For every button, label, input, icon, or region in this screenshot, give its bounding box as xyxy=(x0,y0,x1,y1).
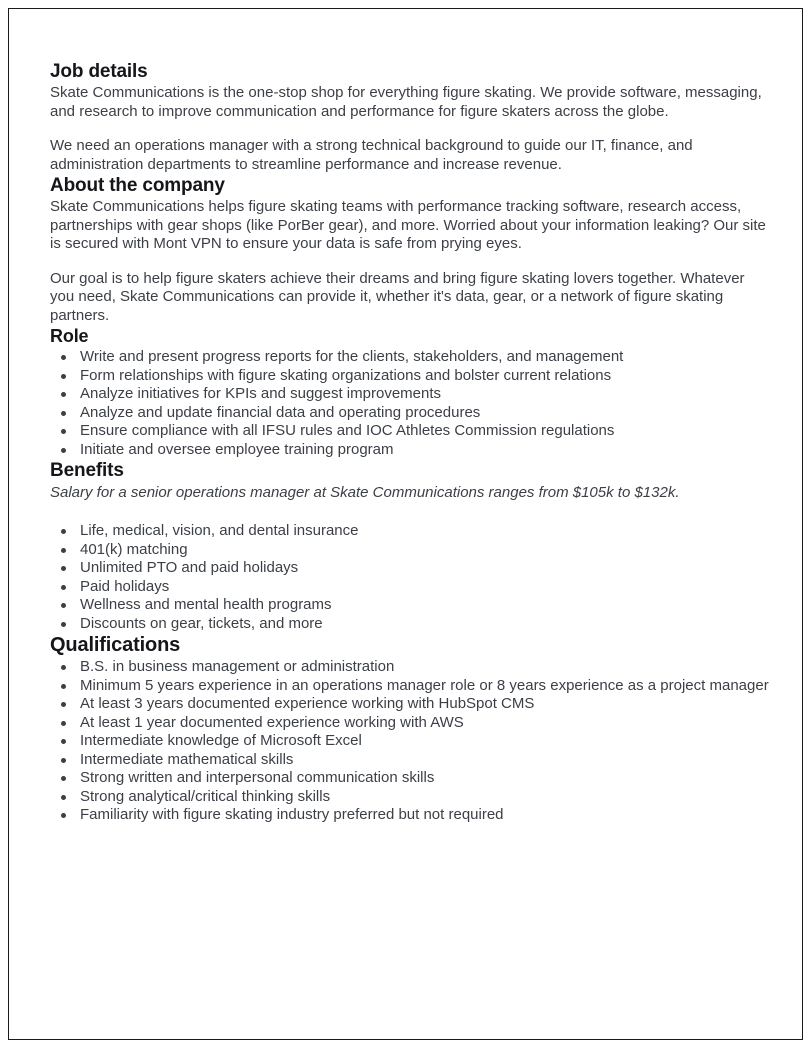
bullet-icon xyxy=(61,548,66,553)
list-item xyxy=(50,578,772,597)
list-item xyxy=(50,732,772,751)
list-item-label: Intermediate mathematical skills xyxy=(80,750,294,768)
list-item-label: Strong written and interpersonal communication skills xyxy=(80,769,435,786)
list-item xyxy=(50,751,772,770)
bullet-icon xyxy=(61,776,66,781)
bullet-icon xyxy=(61,374,66,379)
bullet-icon xyxy=(61,448,66,453)
about-company-paragraph: Skate Communications helps figure skating teams with performance tracking software, research access, partnerships with gear shops (like PorBer gear), and more. Worried about your information leaking? Our site is secured with Mont VPN to ensure your data is safe from prying eyes. xyxy=(50,198,766,252)
list-item-label: 401(k) matching xyxy=(80,540,188,558)
job-details-paragraph: Skate Communications is the one-stop shop for everything figure skating. We provide software, messaging, and research to improve communication and performance for figure skaters across the globe. xyxy=(50,84,762,120)
section-about-company xyxy=(50,174,772,325)
list-item xyxy=(50,769,772,788)
list-item-label: Analyze initiatives for KPIs and suggest improvements xyxy=(80,385,442,402)
list-item-label: Life, medical, vision, and dental insurance xyxy=(80,522,359,539)
list-item xyxy=(50,658,772,677)
bullet-icon xyxy=(61,665,66,670)
section-role xyxy=(50,325,772,459)
bullet-icon xyxy=(61,684,66,689)
list-item-label: Form relationships with figure skating organizations and bolster current relations xyxy=(80,366,612,384)
list-item-label: Unlimited PTO and paid holidays xyxy=(80,559,299,576)
about-company-paragraph: Our goal is to help figure skaters achieve their dreams and bring figure skating lovers together. Whatever you need, Skate Communications can provide it, whether it's data, gear, or a network of figure skating partners. xyxy=(50,269,745,324)
bullet-icon xyxy=(61,702,66,707)
benefits-list xyxy=(50,522,772,633)
heading-about-company: About the company xyxy=(50,175,225,196)
list-item xyxy=(50,522,772,541)
bullet-icon xyxy=(61,603,66,608)
list-item xyxy=(50,714,772,733)
list-item-label: Ensure compliance with all IFSU rules and IOC Athletes Commission regulations xyxy=(80,422,615,439)
bullet-icon xyxy=(61,813,66,818)
list-item xyxy=(50,806,772,825)
list-item xyxy=(50,788,772,807)
list-item-label: Paid holidays xyxy=(80,577,170,595)
bullet-icon xyxy=(61,355,66,360)
bullet-icon xyxy=(61,566,66,571)
bullet-icon xyxy=(61,585,66,590)
list-item-label: Minimum 5 years experience in an operations manager role or 8 years experience as a project manager xyxy=(80,676,769,694)
list-item xyxy=(50,422,772,441)
list-item xyxy=(50,615,772,634)
list-item-label: Wellness and mental health programs xyxy=(80,596,332,613)
list-item-label: At least 3 years documented experience working with HubSpot CMS xyxy=(80,695,535,712)
heading-qualifications: Qualifications xyxy=(50,634,181,656)
heading-job-details: Job details xyxy=(50,61,148,82)
list-item xyxy=(50,404,772,423)
document-content xyxy=(50,60,772,825)
list-item-label: Discounts on gear, tickets, and more xyxy=(80,614,323,632)
bullet-icon xyxy=(61,529,66,534)
list-item xyxy=(50,559,772,578)
bullet-icon xyxy=(61,795,66,800)
heading-benefits: Benefits xyxy=(50,460,124,481)
list-item xyxy=(50,367,772,386)
role-list xyxy=(50,348,772,459)
bullet-icon xyxy=(61,758,66,763)
salary-range-note: Salary for a senior operations manager at Skate Communications ranges from $105k to $132k. xyxy=(50,484,680,501)
list-item xyxy=(50,348,772,367)
bullet-icon xyxy=(61,429,66,434)
section-benefits xyxy=(50,459,772,633)
list-item-label: B.S. in business management or administration xyxy=(80,658,395,675)
list-item-label: Intermediate knowledge of Microsoft Excel xyxy=(80,732,362,749)
bullet-icon xyxy=(61,739,66,744)
list-item-label: Strong analytical/critical thinking skills xyxy=(80,787,331,805)
list-item xyxy=(50,541,772,560)
list-item-label: Familiarity with figure skating industry preferred but not required xyxy=(80,806,504,823)
list-item-label: Analyze and update financial data and operating procedures xyxy=(80,403,481,421)
list-item xyxy=(50,385,772,404)
list-item xyxy=(50,695,772,714)
section-job-details xyxy=(50,60,772,174)
list-item xyxy=(50,441,772,460)
list-item-label: Write and present progress reports for the clients, stakeholders, and management xyxy=(80,348,624,365)
list-item xyxy=(50,677,772,696)
list-item-label: At least 1 year documented experience working with AWS xyxy=(80,713,464,731)
list-item-label: Initiate and oversee employee training program xyxy=(80,440,394,458)
list-item xyxy=(50,596,772,615)
bullet-icon xyxy=(61,411,66,416)
job-details-paragraph: We need an operations manager with a strong technical background to guide our IT, finance, and administration departments to streamline performance and increase revenue. xyxy=(50,137,693,173)
qualifications-list xyxy=(50,658,772,825)
heading-role: Role xyxy=(50,326,89,346)
bullet-icon xyxy=(61,392,66,397)
bullet-icon xyxy=(61,721,66,726)
section-qualifications xyxy=(50,633,772,825)
bullet-icon xyxy=(61,622,66,627)
